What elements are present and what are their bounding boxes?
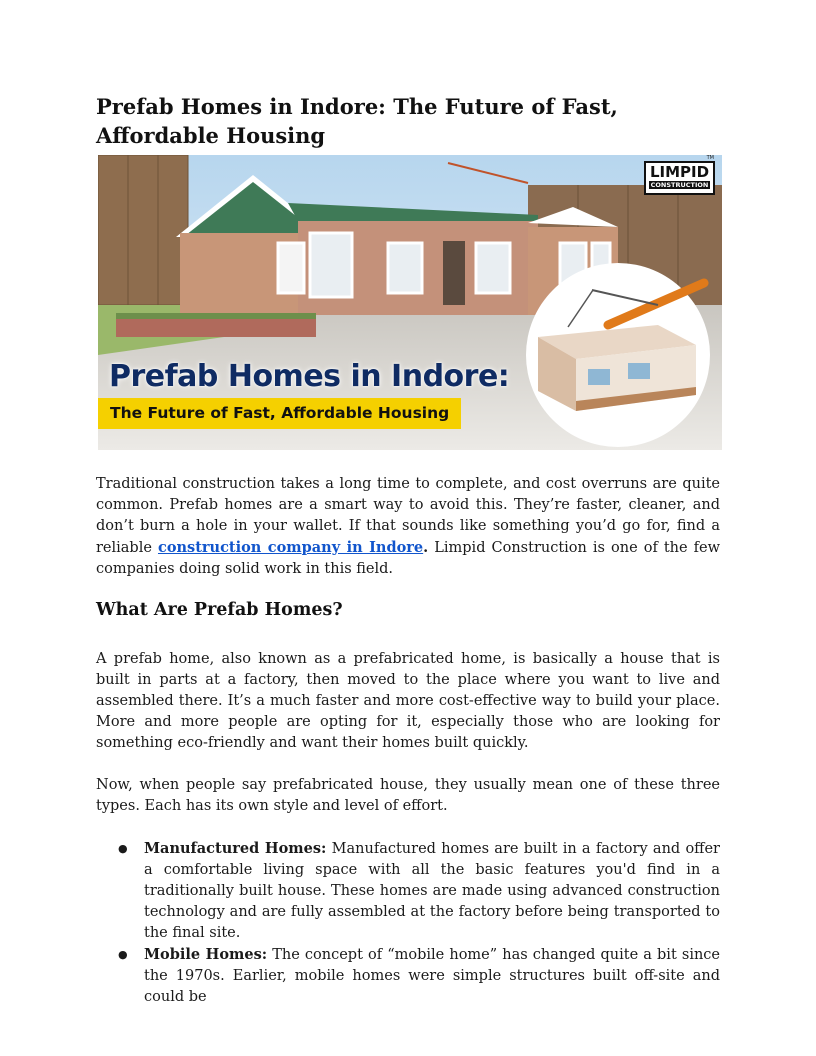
types-intro-paragraph: Now, when people say prefabricated house, they usually mean one of these three types. Each has its own style and level of effort. (96, 777, 720, 814)
list-item-term: Manufactured Homes: (144, 840, 327, 857)
list-item-term: Mobile Homes: (144, 946, 268, 963)
list-item-mobile-homes (96, 944, 720, 1008)
definition-paragraph: A prefab home, also known as a prefabricated home, is basically a house that is built in parts at a factory, then moved to the place where you want to live and assembled there. It’s a much faster and more cost-effective way to build your place. More and more people are opting for it, especially those who are looking for something eco-friendly and want their homes built quickly. (96, 651, 720, 751)
logo-tagline: CONSTRUCTION (650, 181, 709, 189)
limpid-construction-logo (644, 155, 715, 195)
construction-company-link[interactable]: construction company in Indore (157, 539, 424, 556)
hero-subheading: The Future of Fast, Affordable Housing (98, 398, 461, 429)
list-item-manufactured-homes (96, 838, 720, 944)
intro-text-before-link: Traditional construction takes a long time to complete, and cost overruns are quite common. Prefab homes are a smart way to avoid this. They’re faster, cleaner, and don’t burn a hole in your wallet. If that sounds like something you’d go for, find a reliable (96, 476, 720, 556)
intro-text-after-link: Limpid Construction is one of the few companies doing solid work in this field. (96, 540, 720, 577)
list-item-text: The concept of “mobile home” has changed quite a bit since the 1970s. Earlier, mobile homes were simple structures built off-site and could be (144, 947, 720, 1005)
logo-trademark: TM (706, 155, 714, 161)
section-heading: What Are Prefab Homes? (96, 600, 343, 620)
intro-link-period: . (423, 539, 429, 556)
prefab-types-list (96, 838, 720, 1008)
logo-wordmark: LIMPID (649, 163, 710, 181)
hero-heading: Prefab Homes in Indore: (109, 359, 510, 394)
intro-paragraph (96, 474, 720, 580)
fence-left (98, 155, 188, 305)
hero-banner-image (98, 155, 722, 450)
page-title: Prefab Homes in Indore: The Future of Fast, Affordable Housing (96, 94, 618, 148)
list-item-text: Manufactured homes are built in a factory and offer a comfortable living space with all the basic features you'd find in a traditionally built house. These homes are made using advanced construction technology and are fully assembled at the factory before being transported to the final site. (144, 841, 720, 941)
bullet-icon: ● (118, 842, 128, 855)
bullet-icon: ● (118, 948, 128, 961)
